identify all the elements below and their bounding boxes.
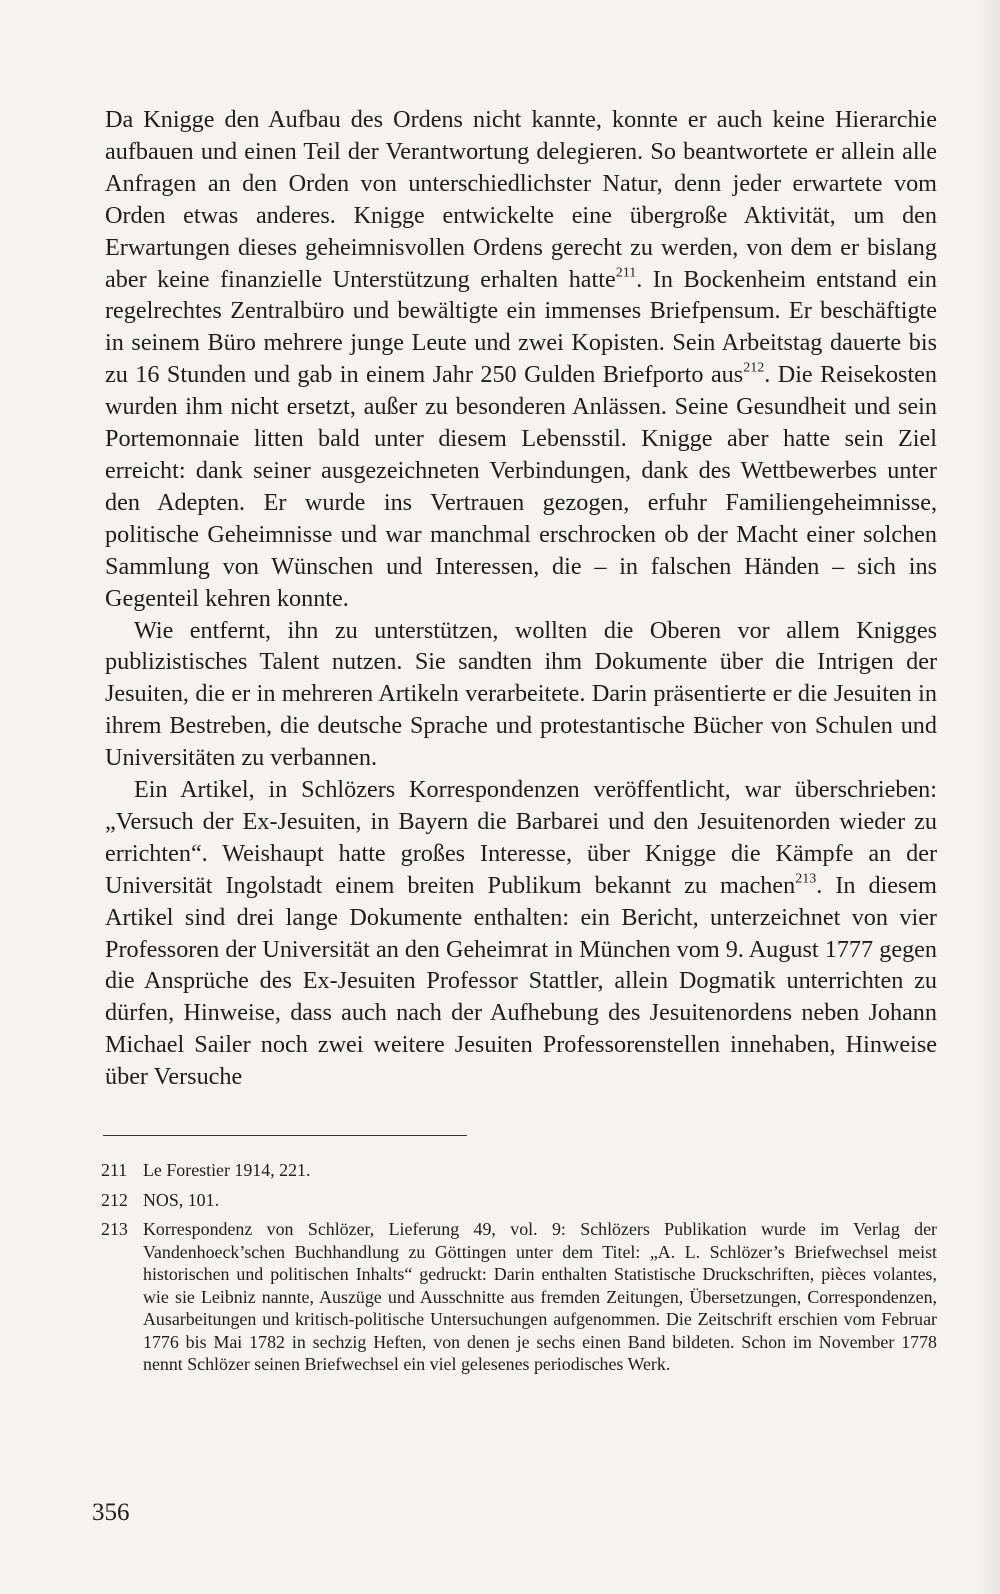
paragraph-1-part-2: . In Bockenheim entstand ein regelrechtes Zentralbüro und bewältigte ein immenses Briefpensum. Er beschäftigte in seinem Büro mehrere junge Leute und zwei Kopisten. Sein Arbeitstag dauerte bis zu 16 Stunden und gab in einem Jahr 250 Gulden Briefporto aus — [105, 265, 937, 389]
footnote-ref-212[interactable]: 212 — [743, 359, 765, 376]
footnote-213 — [101, 1218, 937, 1376]
footnote-text: Korrespondenz von Schlözer, Lieferung 49, vol. 9: Schlözers Publikation wurde im Verlag der Vandenhoeck’schen Buchhandlung zu Göttingen unter dem Titel: „A. L. Schlözer’s Briefwechsel meist historischen und politischen Inhalts“ gedruckt: Darin enthalten Statistische Druckschriften, pièces volantes, wie sie Leibniz nannte, Auszüge und Ausschnitte aus fremden Zeitungen, Übersetzungen, Correspondenzen, Ausarbeitungen und kritisch-politische Untersuchungen aufgenommen. Die Zeitschrift erschien vom Februar 1776 bis Mai 1782 in sechzig Heften, von denen je sechs einen Band bildeten. Schon im November 1778 nennt Schlözer seinen Briefwechsel ein viel gelesenes periodisches Werk. — [143, 1219, 937, 1374]
footnote-ref-211[interactable]: 211 — [615, 264, 637, 281]
paragraph-1-part-3: . Die Reisekosten wurden ihm nicht ersetzt, außer zu besonderen Anlässen. Seine Gesundheit und sein Portemonnaie litten bald unter diesem Lebensstil. Knigge aber hatte sein Ziel erreicht: dank seiner ausgezeichneten Verbindungen, dank des Wettbewerbes unter den Adepten. Er wurde ins Vertrauen gezogen, erfuhr Familiengeheimnisse, politische Geheimnisse und war manchmal erschrocken ob der Macht einer solchen Sammlung von Wünschen und Interessen, die – in falschen Händen – sich ins Gegenteil kehren konnte. — [105, 361, 937, 612]
paragraph-1 — [105, 104, 937, 615]
paragraph-3-part-1: Ein Artikel, in Schlözers Korrespondenzen veröffentlicht, war überschrieben: „Versuch der Ex-Jesuiten, in Bayern die Barbarei und den Jesuitenorden wieder zu errichten“. Weishaupt hatte großes Interesse, über Knigge die Kämpfe an der Universität Ingolstadt einem breiten Publikum bekannt zu machen — [105, 776, 937, 899]
footnotes — [101, 1159, 937, 1383]
footnote-number: 211 — [101, 1160, 128, 1180]
page-edge-shadow — [978, 0, 1000, 1594]
footnote-number: 212 — [101, 1189, 128, 1210]
footnote-divider — [103, 1135, 467, 1136]
paragraph-3-part-2: . In diesem Artikel sind drei lange Dokumente enthalten: ein Bericht, unterzeichnet von vier Professoren der Universität an den Geheimrat in München vom 9. August 1777 gegen die Ansprüche des Ex-Jesuiten Professor Stattler, allein Dogmatik unterrichten zu dürfen, Hinweise, dass auch nach der Aufhebung des Jesuitenordens neben Johann Michael Sailer noch zwei weitere Jesuiten Professorenstellen innehaben, Hinweise über Versuche — [105, 871, 937, 1091]
main-text — [105, 104, 937, 1093]
footnote-number: 213 — [101, 1219, 128, 1239]
page-number: 356 — [92, 1499, 130, 1526]
paragraph-2: Wie entfernt, ihn zu unterstützen, wollten die Oberen vor allem Knigges publizistisches Talent nutzen. Sie sandten ihm Dokumente über die Intrigen der Jesuiten, die er in mehreren Artikeln verarbeitete. Darin präsentierte er die Jesuiten in ihrem Bestreben, die deutsche Sprache und protestantische Bücher von Schulen und Universitäten zu verbannen. — [105, 616, 937, 772]
paragraph-1-part-1: Da Knigge den Aufbau des Ordens nicht kannte, konnte er auch keine Hierarchie aufbauen und einen Teil der Verantwortung delegieren. So beantwortete er allein alle Anfragen an den Orden von unterschiedlichster Natur, denn jeder erwartete vom Orden etwas anderes. Knigge entwickelte eine übergroße Aktivität, um den Erwartungen dieses geheimnisvollen Ordens gerecht zu werden, von dem er bislang aber keine finanzielle Unterstützung erhalten hatte — [105, 106, 937, 293]
footnote-212 — [101, 1189, 937, 1212]
footnote-text: Le Forestier 1914, 221. — [143, 1160, 311, 1180]
footnote-ref-213[interactable]: 213 — [795, 870, 817, 887]
paragraph-3 — [105, 774, 937, 1093]
footnote-text: NOS, 101. — [143, 1189, 220, 1210]
footnote-211 — [101, 1159, 937, 1182]
